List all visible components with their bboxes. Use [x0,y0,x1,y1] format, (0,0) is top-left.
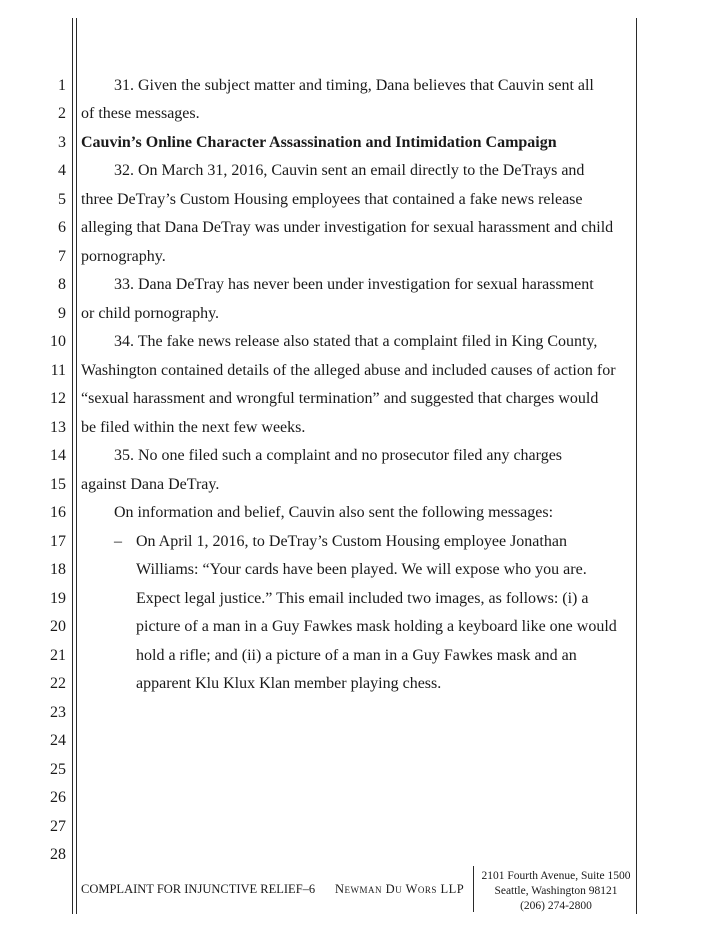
text-line: against Dana DeTray. [81,476,220,493]
line-number: 15 [50,476,66,493]
text-line: hold a rifle; and (ii) a picture of a man in a Guy Fawkes mask and an [136,647,577,664]
line-number: 14 [50,447,66,464]
line-number: 1 [58,77,66,94]
line-number: 7 [58,248,66,265]
bullet-dash: – [114,533,122,550]
text-line: pornography. [81,248,166,265]
right-margin-rule [636,18,637,914]
footer-address-line1: 2101 Fourth Avenue, Suite 1500 [481,870,631,882]
footer-address-line2: Seattle, Washington 98121 [494,885,618,897]
line-number: 3 [58,134,66,151]
text-line: or child pornography. [81,305,220,322]
line-number: 16 [50,504,66,521]
line-number: 28 [50,846,66,863]
line-number: 27 [50,818,66,835]
line-number: 23 [50,704,66,721]
line-number: 9 [58,305,66,322]
footer-divider [473,866,474,912]
line-number: 17 [50,533,66,550]
line-number: 18 [50,561,66,578]
messages-intro: On information and belief, Cauvin also sent the following messages: [114,504,554,521]
line-number: 11 [50,362,66,379]
text-line: Williams: “Your cards have been played. We will expose who you are. [136,561,587,578]
footer-address-block [476,869,636,914]
text-line: 35. No one filed such a complaint and no prosecutor filed any charges [114,447,563,464]
text-line: 34. The fake news release also stated that a complaint filed in King County, [114,333,598,350]
text-line: 31. Given the subject matter and timing, Dana believes that Cauvin sent all [114,77,594,94]
text-line: picture of a man in a Guy Fawkes mask holding a keyboard like one would [136,618,617,635]
text-line: 32. On March 31, 2016, Cauvin sent an email directly to the DeTrays and [114,162,585,179]
line-number: 13 [50,419,66,436]
line-number: 25 [50,761,66,778]
section-heading: Cauvin’s Online Character Assassination and Intimidation Campaign [81,134,557,151]
left-margin-rule-outer [72,18,73,914]
line-number: 12 [50,390,66,407]
line-number: 24 [50,732,66,749]
text-line: “sexual harassment and wrongful termination” and suggested that charges would [81,390,599,407]
text-line: Expect legal justice.” This email included two images, as follows: (i) a [136,590,589,607]
text-line: alleging that Dana DeTray was under investigation for sexual harassment and child [81,219,614,236]
text-line: be filed within the next few weeks. [81,419,306,436]
line-number: 2 [58,105,66,122]
footer-phone: (206) 274-2800 [520,900,592,912]
footer-document-title: COMPLAINT FOR INJUNCTIVE RELIEF–6 [81,882,316,896]
line-number: 19 [50,590,66,607]
text-line: of these messages. [81,105,200,122]
text-line: 33. Dana DeTray has never been under investigation for sexual harassment [114,276,594,293]
footer-firm-name: Newman Du Wors LLP [335,882,465,896]
line-number: 4 [58,162,66,179]
line-number: 26 [50,789,66,806]
text-line: Washington contained details of the alleged abuse and included causes of action for [81,362,616,379]
text-line: apparent Klu Klux Klan member playing chess. [136,675,442,692]
line-number: 8 [58,276,66,293]
text-line: three DeTray’s Custom Housing employees that contained a fake news release [81,191,583,208]
line-number: 22 [50,675,66,692]
line-number: 21 [50,647,66,664]
line-number: 6 [58,219,66,236]
line-number: 20 [50,618,66,635]
left-margin-rule-inner [76,18,77,914]
text-line: On April 1, 2016, to DeTray’s Custom Housing employee Jonathan [136,533,567,550]
line-number: 5 [58,191,66,208]
line-number: 10 [50,333,66,350]
